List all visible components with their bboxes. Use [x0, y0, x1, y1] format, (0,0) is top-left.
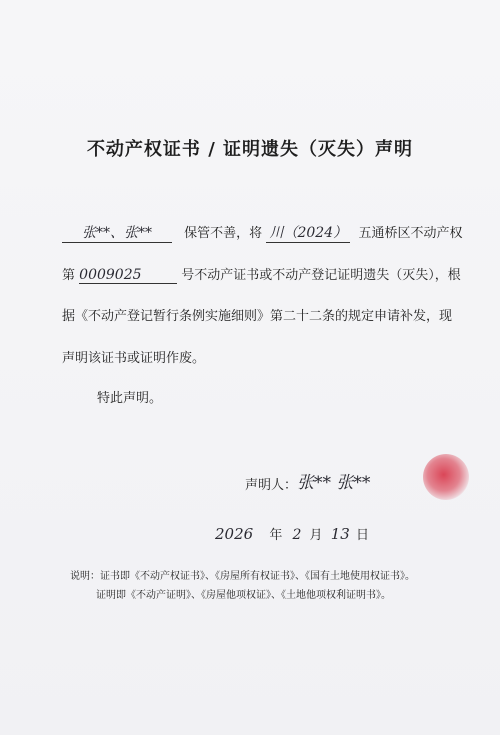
declarant-signature: 张** 张** — [297, 473, 371, 493]
declarant-label: 声明人： — [245, 478, 298, 493]
holder-handwriting: 张**、张** — [62, 222, 172, 243]
note-line-1: 说明：证书即《不动产权证书》、《房屋所有权证书》、《国有土地使用权证书》。 — [70, 571, 415, 582]
line2-text: 号不动产证书或不动产登记证明遗失（灭失），根 — [181, 268, 461, 283]
date-day: 13 — [330, 525, 350, 543]
statement-line-2 — [62, 264, 461, 284]
date-year-label: 年 — [269, 528, 283, 543]
red-seal-stamp — [423, 454, 469, 500]
cert-prefix-handwriting: 川（2024） — [266, 222, 350, 243]
district-text: 五通桥区不动产权 — [358, 226, 463, 241]
date-year: 2026 — [215, 525, 254, 543]
signature-area — [245, 462, 480, 502]
cert-no-prefix: 第 — [62, 268, 76, 283]
closing-text: 特此声明。 — [97, 391, 163, 406]
date-day-label: 日 — [355, 528, 369, 543]
line1-text: 保管不善，将 — [184, 226, 263, 241]
document-title: 不动产权证书 / 证明遗失（灭失）声明 — [86, 139, 414, 160]
date-month-label: 月 — [309, 528, 323, 543]
date-line — [215, 524, 369, 543]
note-line-2: 证明即《不动产证明》、《房屋他项权证》、《土地他项权利证明书》。 — [96, 590, 391, 601]
statement-line-4: 声明该证书或证明作废。 — [62, 351, 206, 366]
cert-number-handwriting: 0009025 — [79, 267, 177, 284]
date-month: 2 — [292, 527, 302, 543]
statement-line-1 — [62, 222, 462, 243]
statement-line-3: 据《不动产登记暂行条例实施细则》第二十二条的规定申请补发，现 — [62, 309, 453, 324]
